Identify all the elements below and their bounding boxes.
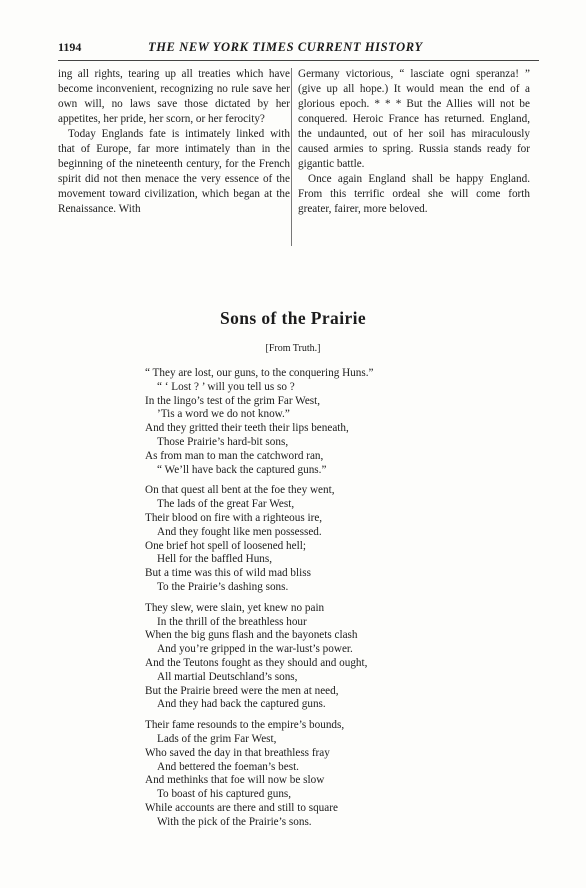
poem-line: All martial Deutschland’s sons, (157, 670, 298, 683)
poem-line: The lads of the great Far West, (157, 498, 295, 511)
poem-line: To the Prairie’s dashing sons. (157, 580, 289, 593)
poem-line: They slew, were slain, yet knew no pain (145, 601, 325, 614)
poem-line: “ They are lost, our guns, to the conquering Huns.” (145, 367, 374, 379)
left-paragraph: Today Englands fate is intimately linked with that of Europe, far more intimately than in the beginning of the nineteenth century, for the French spirit did not then menace the very essence of the movement toward civilization, which began at the Renaissance. With (58, 128, 290, 215)
poem-line: And they had back the captured guns. (157, 698, 326, 711)
poem-line: Who saved the day in that breathless fray (145, 746, 330, 759)
left-column (58, 67, 290, 217)
poem-line: “ ‘ Lost ? ’ will you tell us so ? (157, 380, 295, 393)
poem-line: And they gritted their teeth their lips beneath, (145, 422, 349, 435)
poem-title: Sons of the Prairie (219, 308, 367, 328)
poem-line: Hell for the baffled Huns, (157, 553, 273, 566)
running-head: THE NEW YORK TIMES CURRENT HISTORY (148, 40, 423, 54)
poem-line: While accounts are there and still to square (145, 801, 338, 814)
poem-line: And bettered the foeman’s best. (157, 760, 299, 773)
poem-line: And methinks that foe will now be slow (145, 774, 325, 787)
header-rule (58, 60, 539, 61)
poem-source: [From Truth.] (265, 343, 321, 354)
poem-line: In the thrill of the breathless hour (157, 615, 307, 628)
poem-line: ’Tis a word we do not know.” (157, 408, 290, 421)
poem-line: Lads of the grim Far West, (157, 732, 277, 745)
poem-stanza (145, 719, 535, 829)
poem-stanza (145, 602, 535, 712)
right-paragraph: Once again England shall be happy England. From this terrific ordeal she will come forth greater, fairer, more beloved. (298, 173, 530, 215)
page-number: 1194 (58, 40, 82, 54)
poem-line: And the Teutons fought as they should and ought, (145, 656, 368, 669)
left-paragraph: ing all rights, tearing up all treaties which have become inconvenient, recognizing no rule save her own will, no laws save those dictated by her appetites, her pride, her scorn, or her ferocity? (58, 68, 290, 125)
page-header (58, 40, 538, 60)
poem-line: Those Prairie’s hard-bit sons, (157, 435, 289, 448)
poem-line: “ We’ll have back the captured guns.” (157, 463, 327, 476)
poem-line: To boast of his captured guns, (157, 788, 292, 801)
right-paragraph: Germany victorious, “ lasciate ogni speranza! ” (give up all hope.) It would mean the end of a glorious epoch. * * * But the Allies will not be conquered. Heroic France has returned. England, the undaunted, out of her soil has miraculously caused armies to spring. Russia stands ready for gigantic battle. (298, 68, 530, 170)
poem-line: But a time was this of wild mad bliss (145, 567, 311, 580)
poem-line: One brief hot spell of loosened hell; (145, 539, 306, 552)
right-column (298, 67, 530, 217)
poem-line: When the big guns flash and the bayonets clash (145, 629, 358, 642)
poem-stanza (145, 484, 535, 594)
poem-stanza (145, 367, 535, 477)
poem-line: In the lingo’s test of the grim Far West, (145, 394, 321, 407)
poem-line: With the pick of the Prairie’s sons. (157, 815, 312, 828)
poem-line: As from man to man the catchword ran, (145, 449, 324, 462)
poem-line: And they fought like men possessed. (157, 525, 322, 538)
poem-line: Their fame resounds to the empire’s bounds, (145, 719, 345, 732)
poem-line: Their blood on fire with a righteous ire, (145, 511, 323, 524)
poem-body (145, 367, 535, 837)
poem-line: And you’re gripped in the war-lust’s power. (157, 643, 353, 656)
poem-line: But the Prairie breed were the men at need, (145, 684, 339, 697)
column-divider (291, 68, 292, 246)
poem-line: On that quest all bent at the foe they went, (145, 484, 335, 497)
